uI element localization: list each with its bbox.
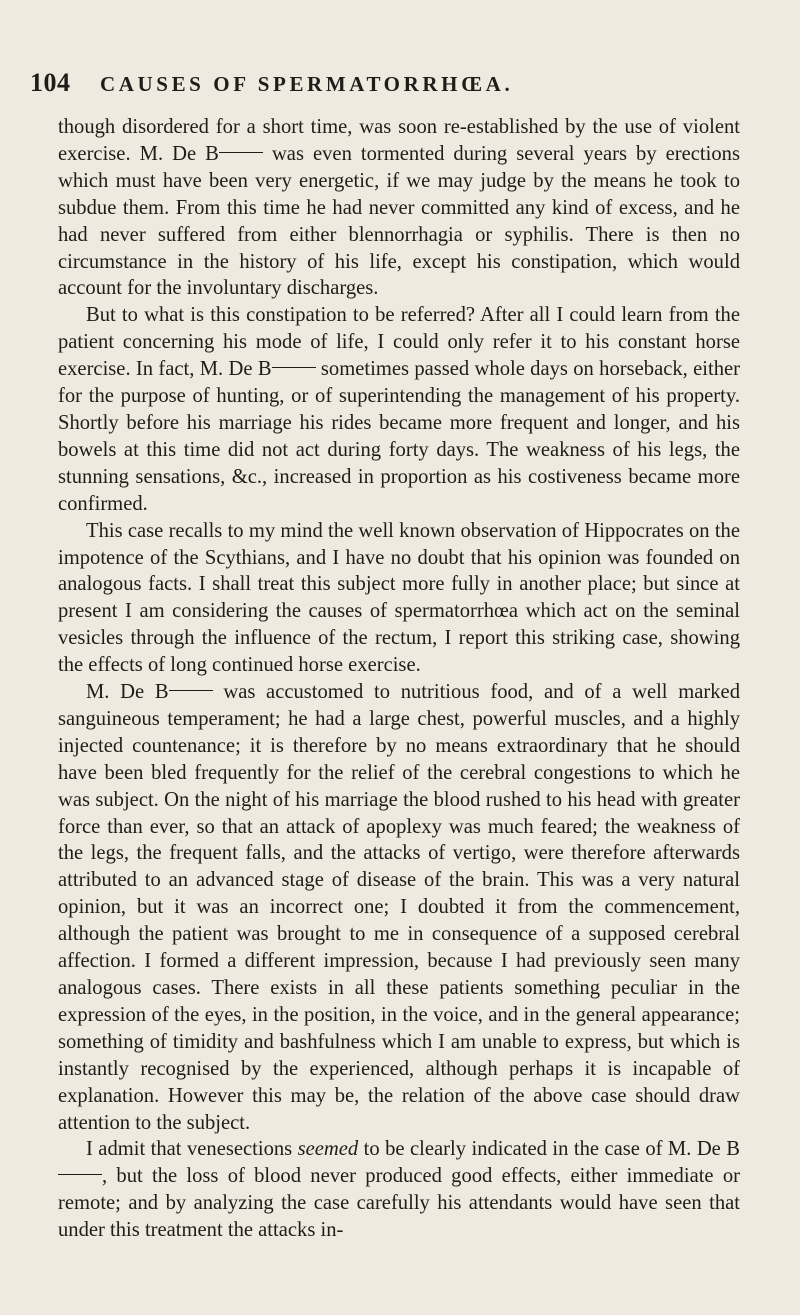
paragraph-1-part-1: though disordered for a short time, was soon re-established by the use of violent exercise. M. De B	[58, 116, 740, 165]
name-dash	[169, 690, 213, 691]
paragraph-5-tail: , but the loss of blood never produced good effects, either immediate or remote; and by analyzing the case carefully his attendants would have seen that under this treatment the attacks in-	[58, 1165, 740, 1242]
running-title: CAUSES OF SPERMATORRHŒA.	[100, 72, 514, 96]
paragraph-1-part-2: was even tormented during several years by erections which must have been very energetic, if we may judge by the means he took to subdue them. From this time he had never committed any kind of excess, and he had never suffered from either blennorrhagia or syphilis. There is then no circumstance in the history of his life, except his constipation, which would account for the involuntary discharges.	[58, 142, 740, 300]
paragraph-3	[58, 518, 740, 679]
name-dash	[58, 1174, 102, 1175]
paragraph-5-emphasis: seemed	[297, 1138, 359, 1161]
paragraph-4-part-1: M. De B	[86, 681, 169, 704]
paragraph-1	[58, 114, 740, 302]
name-dash	[219, 152, 263, 153]
page-header	[30, 68, 770, 108]
page-number: 104	[30, 68, 71, 97]
paragraph-2-part-1: But to what is this constipation to be referred? After all I could learn from the patient concerning his mode of life, I could only refer it to his constant horse exercise. In fact, M. De B	[58, 304, 740, 381]
paragraph-5-pre: I admit that venesections	[86, 1138, 298, 1161]
paragraph-5-post: to be clearly indicated in the case of M. De B	[358, 1138, 741, 1161]
body-text	[58, 114, 740, 1244]
paragraph-2-part-2: sometimes passed whole days on horseback, either for the purpose of hunting, or of superintending the management of his property. Shortly before his marriage his rides became more frequent and longer, and his bowels at this time did not act during forty days. The weakness of his legs, the stunning sensations, &c., increased in proportion as his costiveness became more confirmed.	[58, 358, 740, 515]
paragraph-3-text: This case recalls to my mind the well known observation of Hippocrates on the impotence of the Scythians, and I have no doubt that his opinion was founded on analogous facts. I shall treat this subject more fully in another place; but since at present I am considering the causes of spermatorrhœa which act on the seminal vesicles through the influence of the rectum, I report this striking case, showing the effects of long continued horse exercise.	[58, 519, 740, 677]
paragraph-2	[58, 302, 740, 517]
paragraph-4	[58, 679, 740, 1136]
paragraph-4-part-2: was accustomed to nutritious food, and of a well marked sanguineous temperament; he had a large chest, powerful muscles, and a highly injected countenance; it is therefore by no means extraordinary that he should have been bled frequently for the relief of the cerebral congestions to which he was subject. On the night of his marriage the blood rushed to his head with greater force than ever, so that an attack of apoplexy was much feared; the weakness of the legs, the frequent falls, and the attacks of vertigo, were therefore afterwards attributed to an advanced stage of disease of the brain. This was a very natural opinion, but it was an incorrect one; I doubted it from the commencement, although the patient was brought to me in consequence of a supposed cerebral affection. I formed a different impression, because I had previously seen many analogous cases. There exists in all these patients something peculiar in the expression of the eyes, in the position, in the voice, and in the general appearance; something of timidity and bashfulness which I am unable to express, but which is instantly recognised by the experienced, although perhaps it is incapable of explanation. However this may be, the relation of the above case should draw attention to the subject.	[58, 681, 740, 1134]
paragraph-5	[58, 1136, 740, 1244]
name-dash	[272, 367, 316, 368]
